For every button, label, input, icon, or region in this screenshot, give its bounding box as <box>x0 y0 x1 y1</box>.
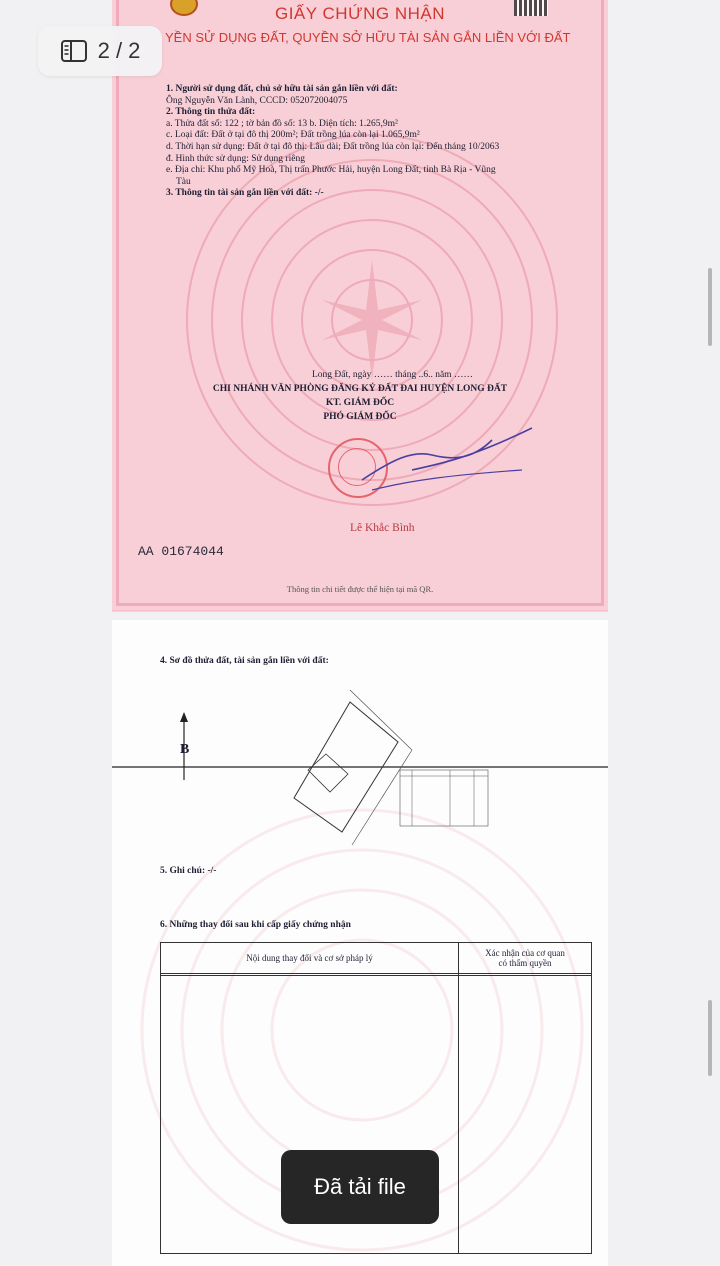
parcel-line-d: d. Thời hạn sử dụng: Đất ở tại đô thị: Lâu dài; Đất trồng lúa còn lại: Đến tháng 10/2063 <box>166 141 500 152</box>
page-indicator-label: 2 / 2 <box>97 38 141 63</box>
owner-line: Ông Nguyễn Văn Lành, CCCD: 052072004075 <box>166 95 348 106</box>
kt-director: KT. GIÁM ĐỐC <box>325 398 395 408</box>
table-header-confirmation-2: có thẩm quyền <box>498 958 552 968</box>
page-indicator[interactable] <box>38 26 162 76</box>
parcel-line-e-cont: Tàu <box>176 176 191 187</box>
table-header-content: Nội dung thay đổi và cơ sở pháp lý <box>246 953 373 963</box>
certificate-title: GIẤY CHỨNG NHẬN <box>274 4 445 23</box>
section-1-title: 1. Người sử dụng đất, chủ sở hữu tài sản gắn liền với đất: <box>166 84 398 94</box>
scrollbar-thumb-lower[interactable] <box>708 1000 712 1076</box>
parcel-line-c: c. Loại đất: Đất ở tại đô thị 200m²; Đất trồng lúa còn lại 1.065,9m² <box>166 130 420 141</box>
certificate-subtitle: YỀN SỬ DỤNG ĐẤT, QUYỀN SỞ HỮU TÀI SẢN GẮN LIỀN VỚI ĐẤT <box>165 30 571 45</box>
north-label: B <box>180 742 190 757</box>
section-6-title: 6. Những thay đổi sau khi cấp giấy chứng nhận <box>160 920 351 930</box>
download-toast <box>281 1150 439 1224</box>
qr-note: Thông tin chi tiết được thể hiện tại mã QR. <box>286 584 434 594</box>
certificate-body <box>166 84 566 200</box>
serial-number: AA 01674044 <box>138 544 224 559</box>
changes-col-confirmation <box>459 943 591 1253</box>
parcel-line-dd: đ. Hình thức sử dụng: Sử dụng riêng <box>166 153 305 164</box>
deputy-director: PHÓ GIÁM ĐỐC <box>323 412 397 422</box>
signature-icon <box>352 420 542 500</box>
signer-name: Lê Khắc Bình <box>350 522 415 534</box>
scrollbar-thumb-upper[interactable] <box>708 268 712 346</box>
section-5-note: 5. Ghi chú: -/- <box>160 866 217 876</box>
section-2-title: 2. Thông tin thửa đất: <box>166 107 256 118</box>
parcel-line-a: a. Thửa đất số: 122 ; tờ bản đồ số: 13 b. Diện tích: 1.265,9m² <box>166 118 398 129</box>
parcel-diagram <box>112 670 608 890</box>
section-4-title: 4. Sơ đồ thửa đất, tài sản gắn liền với đất: <box>160 656 329 666</box>
toast-message: Đã tải file <box>314 1174 406 1199</box>
issuing-office: CHI NHÁNH VĂN PHÒNG ĐĂNG KÝ ĐẤT ĐAI HUYỆN LONG ĐẤT <box>212 384 508 394</box>
table-header-confirmation-1: Xác nhận của cơ quan <box>485 948 565 958</box>
certificate-page-1 <box>112 0 608 612</box>
sidebar-panel-icon <box>60 39 88 63</box>
section-3: 3. Thông tin tài sản gắn liền với đất: -/- <box>166 188 324 199</box>
date-line: Long Đất, ngày …… tháng ..6.. năm …… <box>312 370 473 380</box>
parcel-line-e: e. Địa chỉ: Khu phố Mỹ Hoà, Thị trấn Phước Hải, huyện Long Đất, tỉnh Bà Rịa - Vũng <box>166 165 496 176</box>
